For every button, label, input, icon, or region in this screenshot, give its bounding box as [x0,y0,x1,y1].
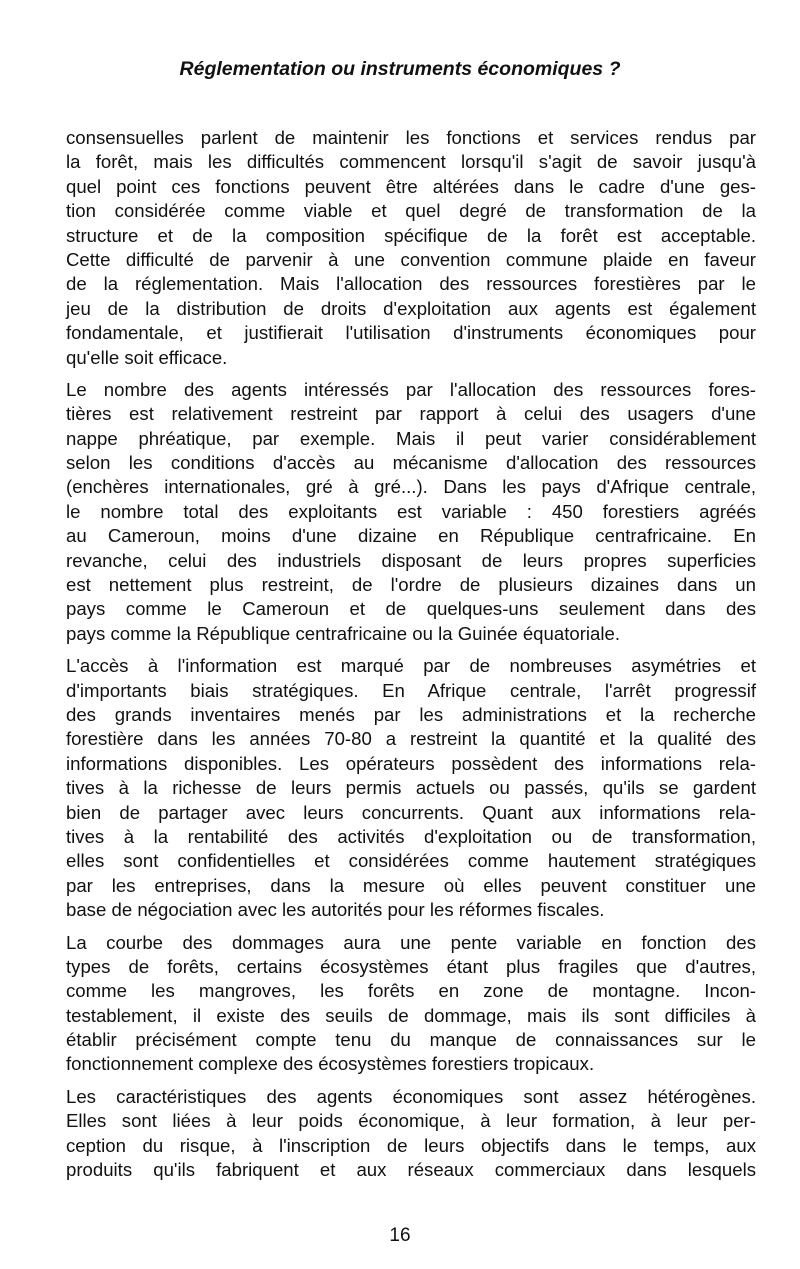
paragraph [66,931,756,1077]
text-line: établir précisément compte tenu du manque de connaissances sur le [66,1029,756,1051]
text-line: tives à la richesse de leurs permis actuels ou passés, qu'ils se gardent [66,777,756,799]
text-line: (enchères internationales, gré à gré...). Dans les pays d'Afrique centrale, [66,476,756,498]
text-line: revanche, celui des industriels disposant de leurs propres superficies [66,549,756,571]
text-line: de la réglementation. Mais l'allocation des ressources forestières par le [66,273,756,295]
text-line: pays comme la République centrafricaine ou la Guinée équatoriale. [66,622,621,644]
text-line: ception du risque, à l'inscription de leurs objectifs dans le temps, aux [66,1134,756,1156]
text-line: testablement, il existe des seuils de dommage, mais ils sont difficiles à [66,1004,756,1026]
text-line: fondamentale, et justifierait l'utilisation d'instruments économiques pour [66,322,756,344]
text-line: structure et de la composition spécifique de la forêt est acceptable. [66,224,756,246]
paragraph [66,126,756,370]
body-text [66,126,756,1190]
text-line: La courbe des dommages aura une pente variable en fonction des [66,931,756,953]
text-line: selon les conditions d'accès au mécanisme d'allocation des ressources [66,452,756,474]
text-line: informations disponibles. Les opérateurs possèdent des informations rela- [66,752,756,774]
paragraph [66,378,756,646]
text-line: jeu de la distribution de droits d'exploitation aux agents est également [66,297,756,319]
text-line: la forêt, mais les difficultés commencent lorsqu'il s'agit de savoir jusqu'à [66,151,756,173]
text-line: Les caractéristiques des agents économiques sont assez hétérogènes. [66,1085,756,1107]
text-line: comme les mangroves, les forêts en zone de montagne. Incon- [66,980,756,1002]
text-line: est nettement plus restreint, de l'ordre de plusieurs dizaines dans un [66,574,756,596]
text-line: des grands inventaires menés par les administrations et la recherche [66,703,756,725]
text-line: qu'elle soit efficace. [66,346,228,368]
text-line: quel point ces fonctions peuvent être altérées dans le cadre d'une ges- [66,175,756,197]
text-line: L'accès à l'information est marqué par de nombreuses asymétries et [66,655,756,677]
paragraph [66,1085,756,1183]
text-line: pays comme le Cameroun et de quelques-uns seulement dans des [66,598,756,620]
text-line: base de négociation avec les autorités pour les réformes fiscales. [66,899,605,921]
text-line: d'importants biais stratégiques. En Afrique centrale, l'arrêt progressif [66,679,756,701]
text-line: par les entreprises, dans la mesure où elles peuvent constituer une [66,874,756,896]
text-line: tives à la rentabilité des activités d'exploitation ou de transformation, [66,825,756,847]
text-line: forestière dans les années 70-80 a restreint la quantité et la qualité des [66,728,756,750]
text-line: tion considérée comme viable et quel degré de transformation de la [66,200,756,222]
text-line: le nombre total des exploitants est variable : 450 forestiers agréés [66,500,756,522]
paragraph [66,654,756,922]
text-line: Elles sont liées à leur poids économique, à leur formation, à leur per- [66,1110,756,1132]
text-line: Cette difficulté de parvenir à une convention commune plaide en faveur [66,248,756,270]
text-line: types de forêts, certains écosystèmes étant plus fragiles que d'autres, [66,955,756,977]
text-line: bien de partager avec leurs concurrents. Quant aux informations rela- [66,801,756,823]
text-line: nappe phréatique, par exemple. Mais il peut varier considérablement [66,427,756,449]
text-line: consensuelles parlent de maintenir les fonctions et services rendus par [66,127,756,148]
text-line: au Cameroun, moins d'une dizaine en République centrafricaine. En [66,525,756,547]
text-line: Le nombre des agents intéressés par l'allocation des ressources fores- [66,378,756,400]
running-header: Réglementation ou instruments économiques ? [179,58,621,80]
page-number: 16 [389,1225,411,1246]
text-line: tières est relativement restreint par rapport à celui des usagers d'une [66,403,756,425]
text-line: fonctionnement complexe des écosystèmes forestiers tropicaux. [66,1053,595,1075]
text-line: produits qu'ils fabriquent et aux réseaux commerciaux dans lesquels [66,1159,756,1181]
text-line: elles sont confidentielles et considérées comme hautement stratégiques [66,850,756,872]
